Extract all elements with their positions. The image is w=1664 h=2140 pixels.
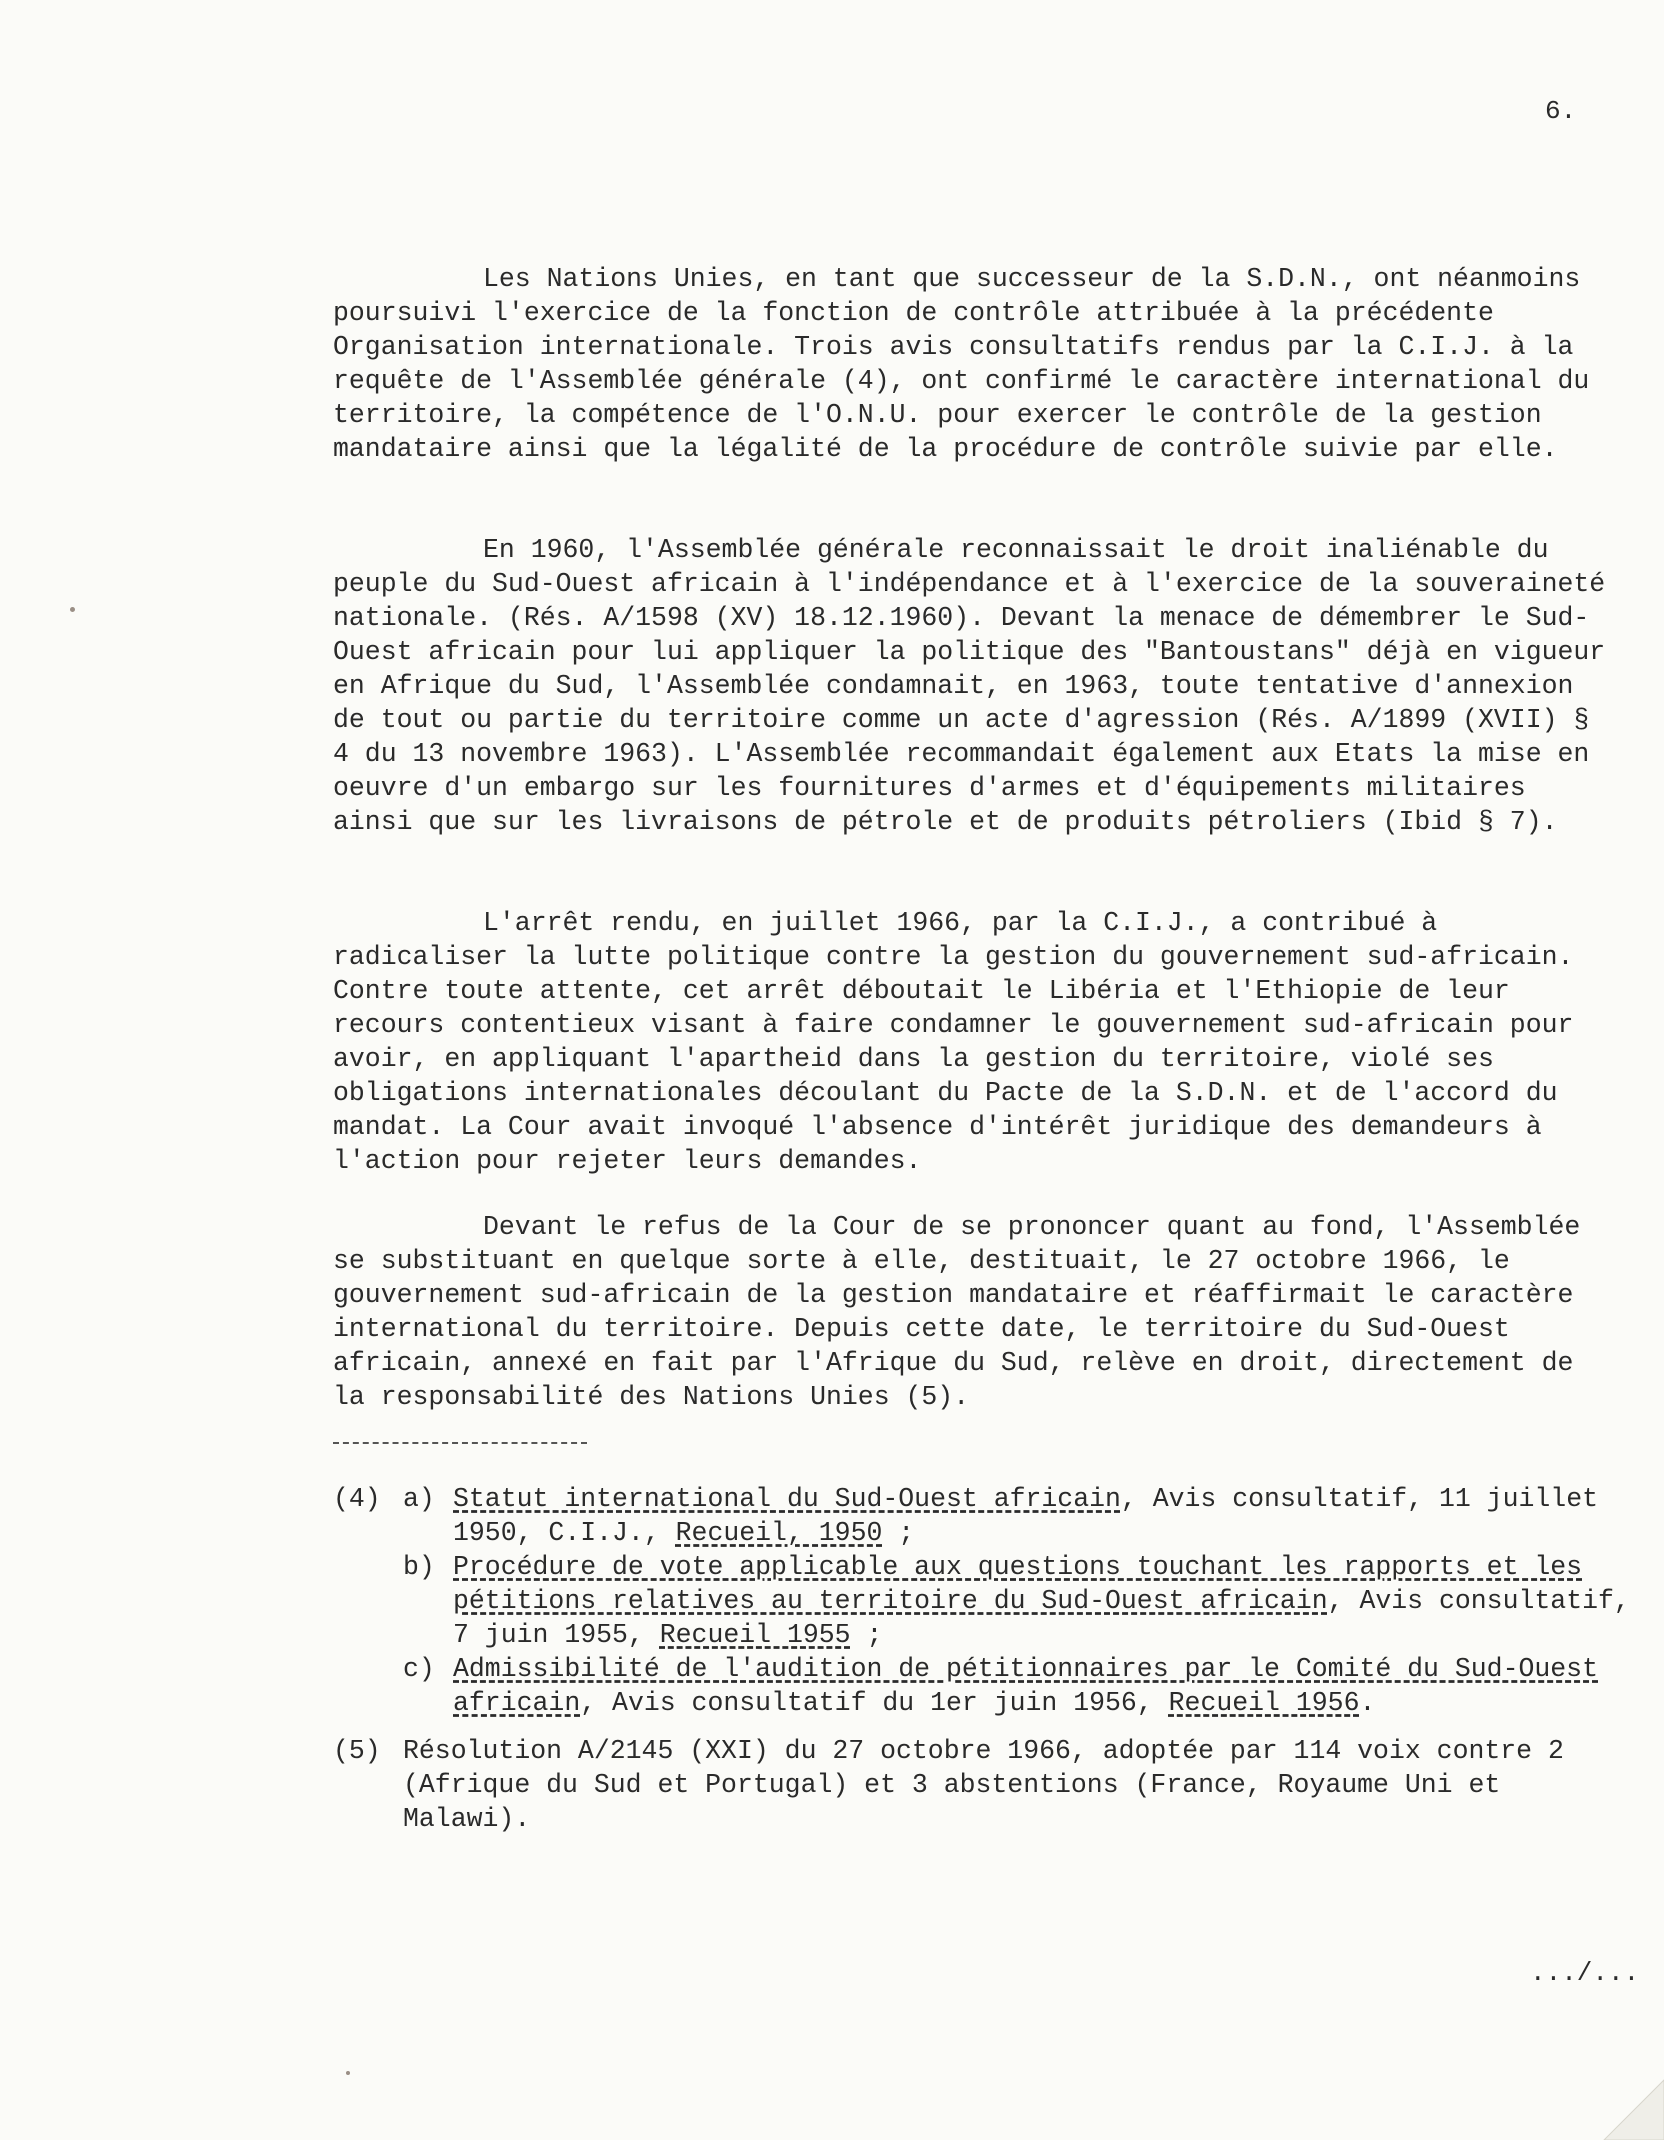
paper-speck [70,607,75,612]
paragraph-1 [333,262,1615,466]
footnote-4 [333,1482,1633,1720]
paper-speck [346,2071,350,2075]
footnote-letter: c) [403,1654,435,1684]
footnote-separator [333,1442,587,1444]
footnote-details: , Avis consultatif du 1er juin 1956, [580,1688,1169,1718]
footnote-5 [333,1734,1633,1836]
footnote-title: Statut international du Sud-Ouest africain [453,1484,1121,1514]
footnote-number: (4) [333,1484,381,1514]
footnote-source: Recueil 1956 [1168,1688,1360,1718]
footnote-text: Résolution A/2145 (XXI) du 27 octobre 1966, adoptée par 114 voix contre 2 (Afrique du Sud et Portugal) et 3 abstentions (France, Royaume Uni et Malawi). [403,1736,1564,1834]
footnote-4c [403,1652,1633,1720]
footnote-source: Recueil, 1950 [675,1518,883,1548]
footnote-end: ; [850,1620,883,1650]
footnote-4b [403,1550,1633,1652]
paragraph-text: En 1960, l'Assemblée générale reconnaissait le droit inaliénable du peuple du Sud-Ouest africain à l'indépendance et à l'exercice de la souveraineté nationale. (Rés. A/1598 (XV) 18.12.1960). Devant la menace de démembrer le Sud-Ouest africain pour lui appliquer la politique des "Bantoustans" déjà en vigueur en Afrique du Sud, l'Assemblée condamnait, en 1963, toute tentative d'annexion de tout ou partie du territoire comme un acte d'agression (Rés. A/1899 (XVII) § 4 du 13 novembre 1963). L'Assemblée recommandait également aux Etats la mise en oeuvre d'un embargo sur les fournitures d'armes et d'équipements militaires ainsi que sur les livraisons de pétrole et de produits pétroliers (Ibid § 7). [333,535,1606,837]
paragraph-4 [333,1210,1615,1414]
footnote-details: , Avis consultatif, 7 juin 1955, [453,1586,1630,1650]
footnote-details: , Avis consultatif, 11 juillet 1950, C.I.J., [453,1484,1598,1548]
page-number: 6. [1545,96,1577,126]
paragraph-2 [333,533,1615,839]
paragraph-text: L'arrêt rendu, en juillet 1966, par la C.I.J., a contribué à radicaliser la lutte politique contre la gestion du gouvernement sud-africain. Contre toute attente, cet arrêt déboutait le Libéria et l'Ethiopie de leur recours contentieux visant à faire condamner le gouvernement sud-africain pour avoir, en appliquant l'apartheid dans la gestion du territoire, violé ses obligations internationales découlant du Pacte de la S.D.N. et de l'accord du mandat. La Cour avait invoqué l'absence d'intérêt juridique des demandeurs à l'action pour rejeter leurs demandes. [333,908,1574,1176]
paragraph-3 [333,906,1615,1178]
paragraph-text: Les Nations Unies, en tant que successeur de la S.D.N., ont néanmoins poursuivi l'exercice de la fonction de contrôle attribuée à la précédente Organisation internationale. Trois avis consultatifs rendus par la C.I.J. à la requête de l'Assemblée générale (4), ont confirmé le caractère international du territoire, la compétence de l'O.N.U. pour exercer le contrôle de la gestion mandataire ainsi que la légalité de la procédure de contrôle suivie par elle. [333,264,1590,464]
footnote-title: Procédure de vote applicable aux questions touchant les rapports et les pétitions relatives au territoire du Sud-Ouest africain [453,1552,1583,1616]
footnote-source: Recueil 1955 [659,1620,851,1650]
footnote-number: (5) [333,1736,381,1766]
footnote-letter: a) [403,1484,435,1514]
footnote-title: Admissibilité de l'audition de pétitionnaires par le Comité du Sud-Ouest africain [453,1654,1598,1718]
footnote-end: ; [882,1518,915,1548]
footnote-4a [403,1482,1633,1550]
footnote-letter: b) [403,1552,435,1582]
continuation-mark: .../... [1530,1958,1640,1988]
page-corner-fold [1594,2070,1664,2140]
footnote-end: . [1359,1688,1376,1718]
paragraph-text: Devant le refus de la Cour de se prononcer quant au fond, l'Assemblée se substituant en quelque sorte à elle, destituait, le 27 octobre 1966, le gouvernement sud-africain de la gestion mandataire et réaffirmait le caractère international du territoire. Depuis cette date, le territoire du Sud-Ouest africain, annexé en fait par l'Afrique du Sud, relève en droit, directement de la responsabilité des Nations Unies (5). [333,1212,1581,1412]
